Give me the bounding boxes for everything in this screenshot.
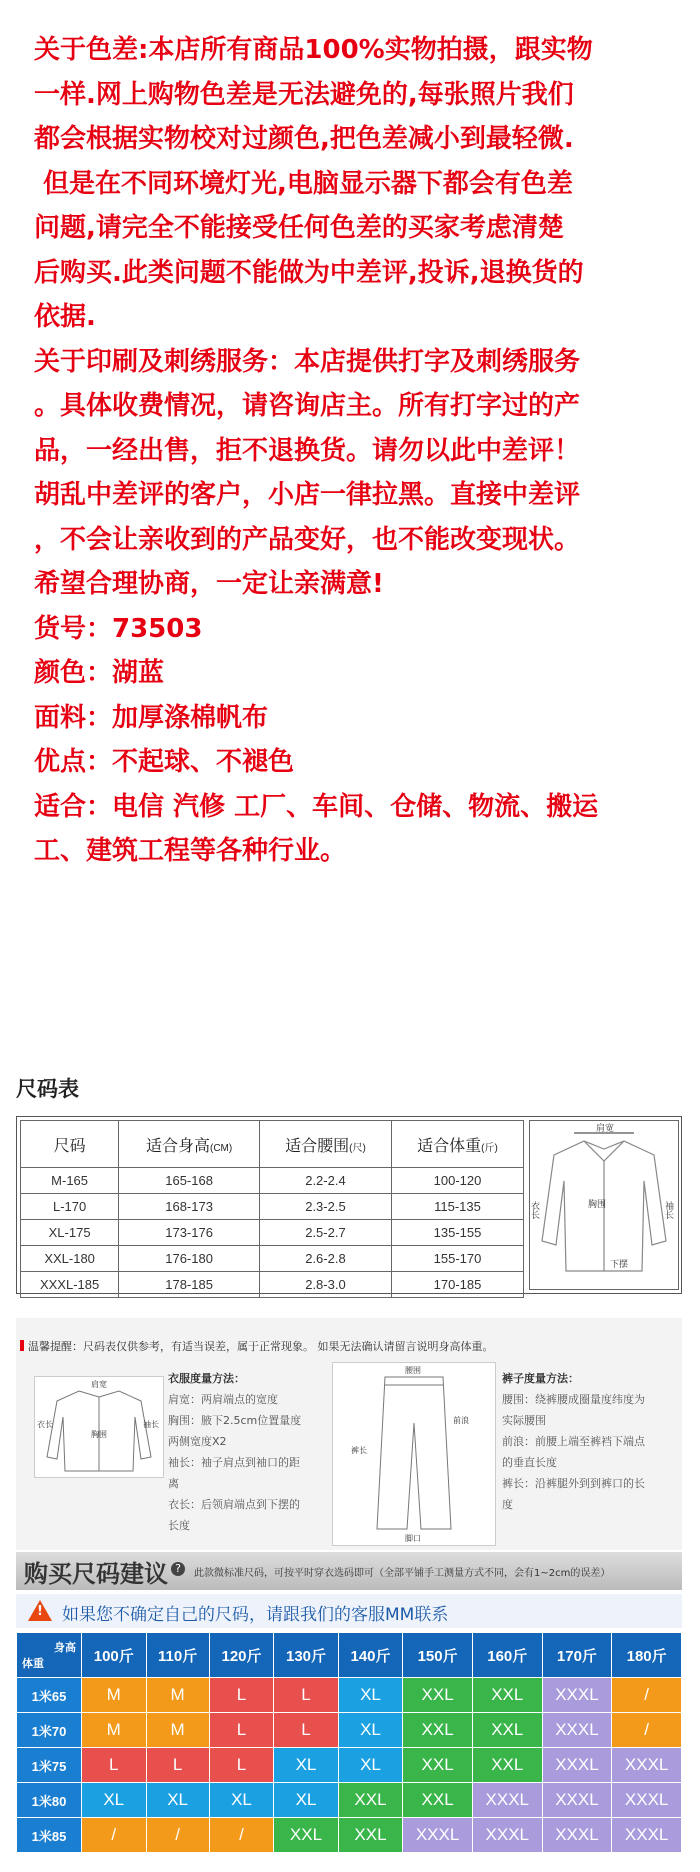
pants-outline-icon <box>333 1363 495 1545</box>
svg-text:下摆: 下摆 <box>610 1260 629 1270</box>
recommend-size-cell: L <box>82 1748 147 1783</box>
svg-text:肩宽: 肩宽 <box>596 1124 615 1134</box>
notice-line: 都会根据实物校对过颜色,把色差减小到最轻微. <box>34 124 574 154</box>
recommend-size-cell: XXL <box>472 1678 542 1713</box>
svg-text:胸围: 胸围 <box>588 1200 607 1210</box>
buy-advice-subtitle: 此款微标准尺码，可按平时穿衣选码即可（全部平铺手工测量方式不同，会有1~2cm的误差） <box>194 1568 611 1579</box>
size-cell: XXL-180 <box>21 1246 119 1272</box>
notice-line: 颜色：湖蓝 <box>34 658 165 688</box>
jacket-outline-icon <box>35 1377 163 1477</box>
recommend-size-cell: XL <box>338 1748 403 1783</box>
recommend-size-cell: L <box>274 1713 339 1748</box>
recommend-size-cell: XL <box>338 1713 403 1748</box>
weight-header: 150斤 <box>403 1633 473 1678</box>
size-cell: XL-175 <box>21 1220 119 1246</box>
notice-line: 胡乱中差评的客户，小店一律拉黑。直接中差评 <box>34 480 581 510</box>
buy-advice-title: 购买尺码建议 <box>24 1560 168 1588</box>
recommend-size-cell: XXL <box>338 1783 403 1818</box>
svg-text:前浪: 前浪 <box>453 1416 469 1425</box>
warning-icon: ! <box>28 1600 52 1621</box>
size-row <box>21 1246 524 1272</box>
recommend-size-cell: / <box>82 1818 147 1853</box>
svg-text:衣长: 衣长 <box>530 1201 539 1219</box>
recommend-size-cell: XXXL <box>612 1783 682 1818</box>
size-row <box>21 1168 524 1194</box>
height-label: 1米85 <box>17 1818 82 1853</box>
size-row <box>21 1272 524 1298</box>
notice-line: 希望合理协商，一定让亲满意! <box>34 569 384 599</box>
size-cell: 115-135 <box>391 1194 523 1220</box>
recommend-size-cell: XXXL <box>612 1748 682 1783</box>
svg-text:脚口: 脚口 <box>405 1534 421 1543</box>
recommend-size-cell: XXL <box>403 1678 473 1713</box>
notice-text <box>34 28 684 874</box>
size-cell: 135-155 <box>391 1220 523 1246</box>
size-header: 适合体重(斤) <box>391 1121 523 1168</box>
height-label: 1米75 <box>17 1748 82 1783</box>
weight-header: 120斤 <box>209 1633 274 1678</box>
recommend-size-cell: XXXL <box>403 1818 473 1853</box>
size-cell: 176-180 <box>119 1246 260 1272</box>
shirt-outline-icon <box>530 1121 678 1289</box>
notice-line: 依据. <box>34 302 96 332</box>
recommend-size-cell: XXXL <box>612 1818 682 1853</box>
weight-header: 140斤 <box>338 1633 403 1678</box>
svg-text:衣长: 衣长 <box>37 1420 53 1429</box>
recommend-size-cell: / <box>612 1678 682 1713</box>
notice-line: 优点：不起球、不褪色 <box>34 747 295 777</box>
height-label: 1米65 <box>17 1678 82 1713</box>
size-row <box>21 1220 524 1246</box>
weight-header: 110斤 <box>146 1633 209 1678</box>
size-cell: 100-120 <box>391 1168 523 1194</box>
recommend-size-cell: XXXL <box>542 1783 612 1818</box>
size-cell: 2.8-3.0 <box>259 1272 391 1298</box>
height-label: 1米80 <box>17 1783 82 1818</box>
notice-line: 面料：加厚涤棉帆布 <box>34 702 269 733</box>
size-header: 尺码 <box>21 1121 119 1168</box>
svg-text:袖长: 袖长 <box>143 1420 159 1429</box>
recommend-size-cell: XL <box>146 1783 209 1818</box>
size-header: 适合身高(CM) <box>119 1121 260 1168</box>
size-table <box>20 1120 524 1298</box>
size-cell: 2.6-2.8 <box>259 1246 391 1272</box>
recommend-size-cell: XL <box>274 1748 339 1783</box>
size-chart-box <box>16 1116 682 1294</box>
recommend-size-cell: XXL <box>472 1713 542 1748</box>
size-cell: 178-185 <box>119 1272 260 1298</box>
size-cell: 2.2-2.4 <box>259 1168 391 1194</box>
recommend-size-cell: M <box>146 1678 209 1713</box>
recommend-size-cell: XXXL <box>542 1678 612 1713</box>
recommend-size-cell: L <box>274 1678 339 1713</box>
recommend-size-cell: XXL <box>403 1748 473 1783</box>
size-recommendation-table <box>16 1632 682 1853</box>
notice-line: ，不会让亲收到的产品变好，也不能改变现状。 <box>34 524 581 555</box>
recommend-size-cell: / <box>612 1713 682 1748</box>
recommend-row <box>17 1713 682 1748</box>
weight-header: 170斤 <box>542 1633 612 1678</box>
corner-cell: 身高 体重 <box>17 1633 82 1678</box>
recommend-size-cell: M <box>82 1678 147 1713</box>
size-cell: 173-176 <box>119 1220 260 1246</box>
size-cell: 168-173 <box>119 1194 260 1220</box>
notice-line: 关于色差:本店所有商品100%实物拍摄，跟实物 <box>34 35 593 65</box>
recommend-size-cell: XXL <box>274 1818 339 1853</box>
notice-line: 品，一经出售，拒不退换货。请勿以此中差评！ <box>34 435 581 466</box>
buy-advice-header <box>16 1552 682 1590</box>
recommend-size-cell: XXL <box>338 1818 403 1853</box>
size-chart-title: 尺码表 <box>16 1077 79 1101</box>
size-cell: 170-185 <box>391 1272 523 1298</box>
recommend-size-cell: XL <box>338 1678 403 1713</box>
recommend-size-cell: L <box>209 1713 274 1748</box>
svg-text:腰围: 腰围 <box>405 1366 421 1375</box>
jacket-method: 衣服度量方法： 肩宽：两肩端点的宽度 胸围：腋下2.5cm位置量度 两侧宽度X2 袖长：袖子肩点到袖口的距 离 衣长：后领肩端点到下摆的 长度 <box>168 1372 302 1532</box>
svg-text:裤长: 裤长 <box>351 1446 367 1455</box>
svg-text:肩宽: 肩宽 <box>91 1380 107 1389</box>
size-cell: 2.5-2.7 <box>259 1220 391 1246</box>
recommend-size-cell: XXXL <box>472 1783 542 1818</box>
pants-method: 裤子度量方法： 腰围：绕裤腰成圈量度纬度为 实际腰围 前浪：前腰上端至裤裆下端点 的垂直长度 裤长：沿裤腿外到到裤口的长 度 <box>502 1372 645 1511</box>
shirt-diagram <box>529 1120 679 1290</box>
recommend-size-cell: / <box>146 1818 209 1853</box>
svg-text:胸围: 胸围 <box>91 1430 107 1439</box>
weight-header: 160斤 <box>472 1633 542 1678</box>
size-cell: L-170 <box>21 1194 119 1220</box>
weight-header: 130斤 <box>274 1633 339 1678</box>
recommend-row <box>17 1748 682 1783</box>
warning-banner <box>16 1594 682 1628</box>
recommend-row <box>17 1783 682 1818</box>
recommend-size-cell: XXXL <box>542 1818 612 1853</box>
notice-line: 问题,请完全不能接受任何色差的买家考虑清楚 <box>34 213 564 243</box>
recommend-size-cell: L <box>209 1748 274 1783</box>
pants-figure <box>332 1362 496 1546</box>
size-cell: 165-168 <box>119 1168 260 1194</box>
recommend-size-cell: XXL <box>403 1713 473 1748</box>
size-row <box>21 1194 524 1220</box>
question-icon: ? <box>171 1562 185 1576</box>
recommend-size-cell: M <box>82 1713 147 1748</box>
recommend-size-cell: L <box>146 1748 209 1783</box>
weight-header: 180斤 <box>612 1633 682 1678</box>
recommend-size-cell: L <box>209 1678 274 1713</box>
recommend-size-cell: XXXL <box>542 1713 612 1748</box>
notice-line: 关于印刷及刺绣服务：本店提供打字及刺绣服务 <box>34 346 581 377</box>
notice-line: 一样.网上购物色差是无法避免的,每张照片我们 <box>34 79 574 110</box>
recommend-size-cell: XL <box>82 1783 147 1818</box>
recommend-row <box>17 1818 682 1853</box>
size-cell: XXXL-185 <box>21 1272 119 1298</box>
jacket-figure <box>34 1376 164 1478</box>
notice-line: 货号：73503 <box>34 613 203 644</box>
svg-text:袖长: 袖长 <box>663 1201 673 1219</box>
measure-tips <box>16 1318 682 1550</box>
recommend-size-cell: XL <box>274 1783 339 1818</box>
recommend-size-cell: M <box>146 1713 209 1748</box>
notice-line: 但是在不同环境灯光,电脑显示器下都会有色差 <box>34 168 573 199</box>
notice-line: 后购买.此类问题不能做为中差评,投诉,退换货的 <box>34 257 584 288</box>
notice-line: 适合：电信 汽修 工厂、车间、仓储、物流、搬运 <box>34 791 599 822</box>
notice-line: 。具体收费情况，请咨询店主。所有打字过的产 <box>34 391 581 421</box>
notice-line: 工、建筑工程等各种行业。 <box>34 836 347 866</box>
size-cell: 2.3-2.5 <box>259 1194 391 1220</box>
recommend-size-cell: / <box>209 1818 274 1853</box>
recommend-size-cell: XXXL <box>472 1818 542 1853</box>
recommend-size-cell: XXL <box>403 1783 473 1818</box>
weight-header: 100斤 <box>82 1633 147 1678</box>
tips-note: 温馨提醒：尺码表仅供参考，有适当误差，属于正常现象。 如果无法确认请留言说明身高体重。 <box>20 1338 494 1354</box>
recommend-size-cell: XXXL <box>542 1748 612 1783</box>
recommend-size-cell: XXL <box>472 1748 542 1783</box>
size-cell: 155-170 <box>391 1246 523 1272</box>
height-label: 1米70 <box>17 1713 82 1748</box>
size-chart-section <box>16 1072 682 1294</box>
recommend-size-cell: XL <box>209 1783 274 1818</box>
recommend-row <box>17 1678 682 1713</box>
warning-text: 如果您不确定自己的尺码，请跟我们的客服MM联系 <box>62 1605 449 1625</box>
size-header: 适合腰围(尺) <box>259 1121 391 1168</box>
size-cell: M-165 <box>21 1168 119 1194</box>
